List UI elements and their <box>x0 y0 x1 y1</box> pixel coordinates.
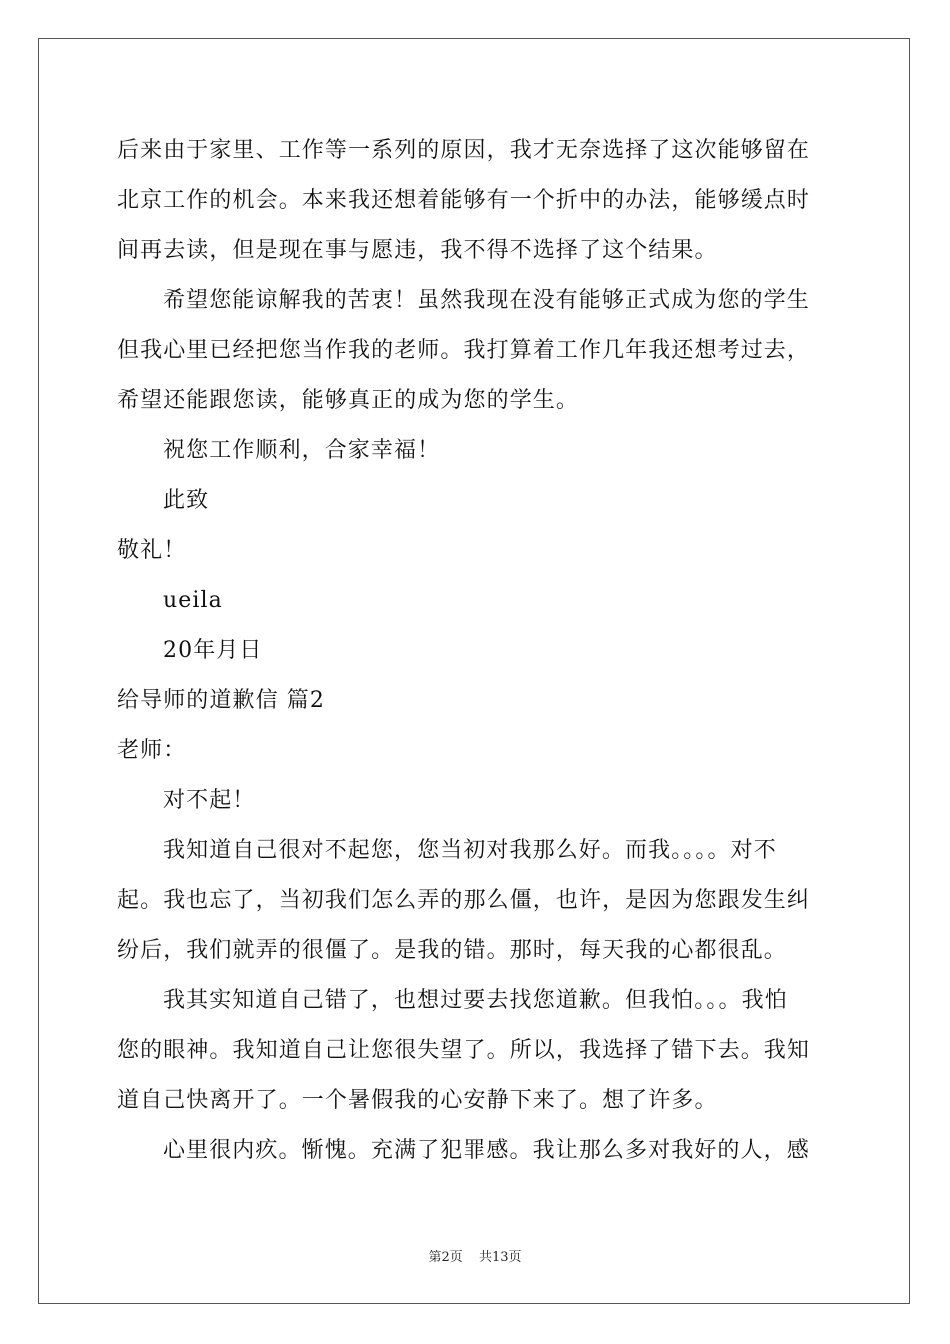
text-line: 您的眼神。我知道自己让您很失望了。所以，我选择了错下去。我知 <box>117 1038 811 1063</box>
text-line: 我知道自己很对不起您，您当初对我那么好。而我。。。。对不 <box>163 838 777 863</box>
salutation-cizhi: 此致 <box>163 488 210 513</box>
date-line: 20年月日 <box>163 638 263 663</box>
document-body <box>117 126 837 1176</box>
text-line: 后来由于家里、工作等一系列的原因，我才无奈选择了这次能够留在 <box>117 138 811 163</box>
greeting: 老师： <box>117 738 187 763</box>
paragraph <box>117 126 837 276</box>
paragraph <box>117 1126 837 1176</box>
paragraph <box>117 276 837 426</box>
text-line: 起。我也忘了，当初我们怎么弄的那么僵，也许，是因为您跟发生纠 <box>117 888 811 913</box>
section-title: 给导师的道歉信 篇2 <box>117 688 325 713</box>
text-line: 北京工作的机会。本来我还想着能够有一个折中的办法，能够缓点时 <box>117 188 811 213</box>
paragraph <box>117 976 837 1126</box>
text-line: 间再去读，但是现在事与愿违，我不得不选择了这个结果。 <box>117 238 718 263</box>
text-line: 但我心里已经把您当作我的老师。我打算着工作几年我还想考过去， <box>117 338 811 363</box>
apology-line: 对不起！ <box>163 788 256 813</box>
text-line: 希望您能谅解我的苦衷！虽然我现在没有能够正式成为您的学生 <box>163 288 810 313</box>
page-number: 第2页 <box>428 1250 463 1265</box>
closing-wish: 祝您工作顺利，合家幸福！ <box>163 438 441 463</box>
text-line: 道自己快离开了。一个暑假我的心安静下来了。想了许多。 <box>117 1088 718 1113</box>
text-line: 我其实知道自己错了，也想过要去找您道歉。但我怕。。。我怕 <box>163 988 788 1013</box>
text-line: 心里很内疚。惭愧。充满了犯罪感。我让那么多对我好的人，感 <box>163 1138 810 1163</box>
text-line: 纷后，我们就弄的很僵了。是我的错。那时，每天我的心都很乱。 <box>117 938 787 963</box>
salutation-jingli: 敬礼！ <box>117 538 187 563</box>
paragraph <box>117 826 837 976</box>
text-line: 希望还能跟您读，能够真正的成为您的学生。 <box>117 388 580 413</box>
page-footer <box>0 1246 950 1265</box>
signature: ueila <box>163 588 223 613</box>
page-total: 共13页 <box>478 1250 522 1265</box>
